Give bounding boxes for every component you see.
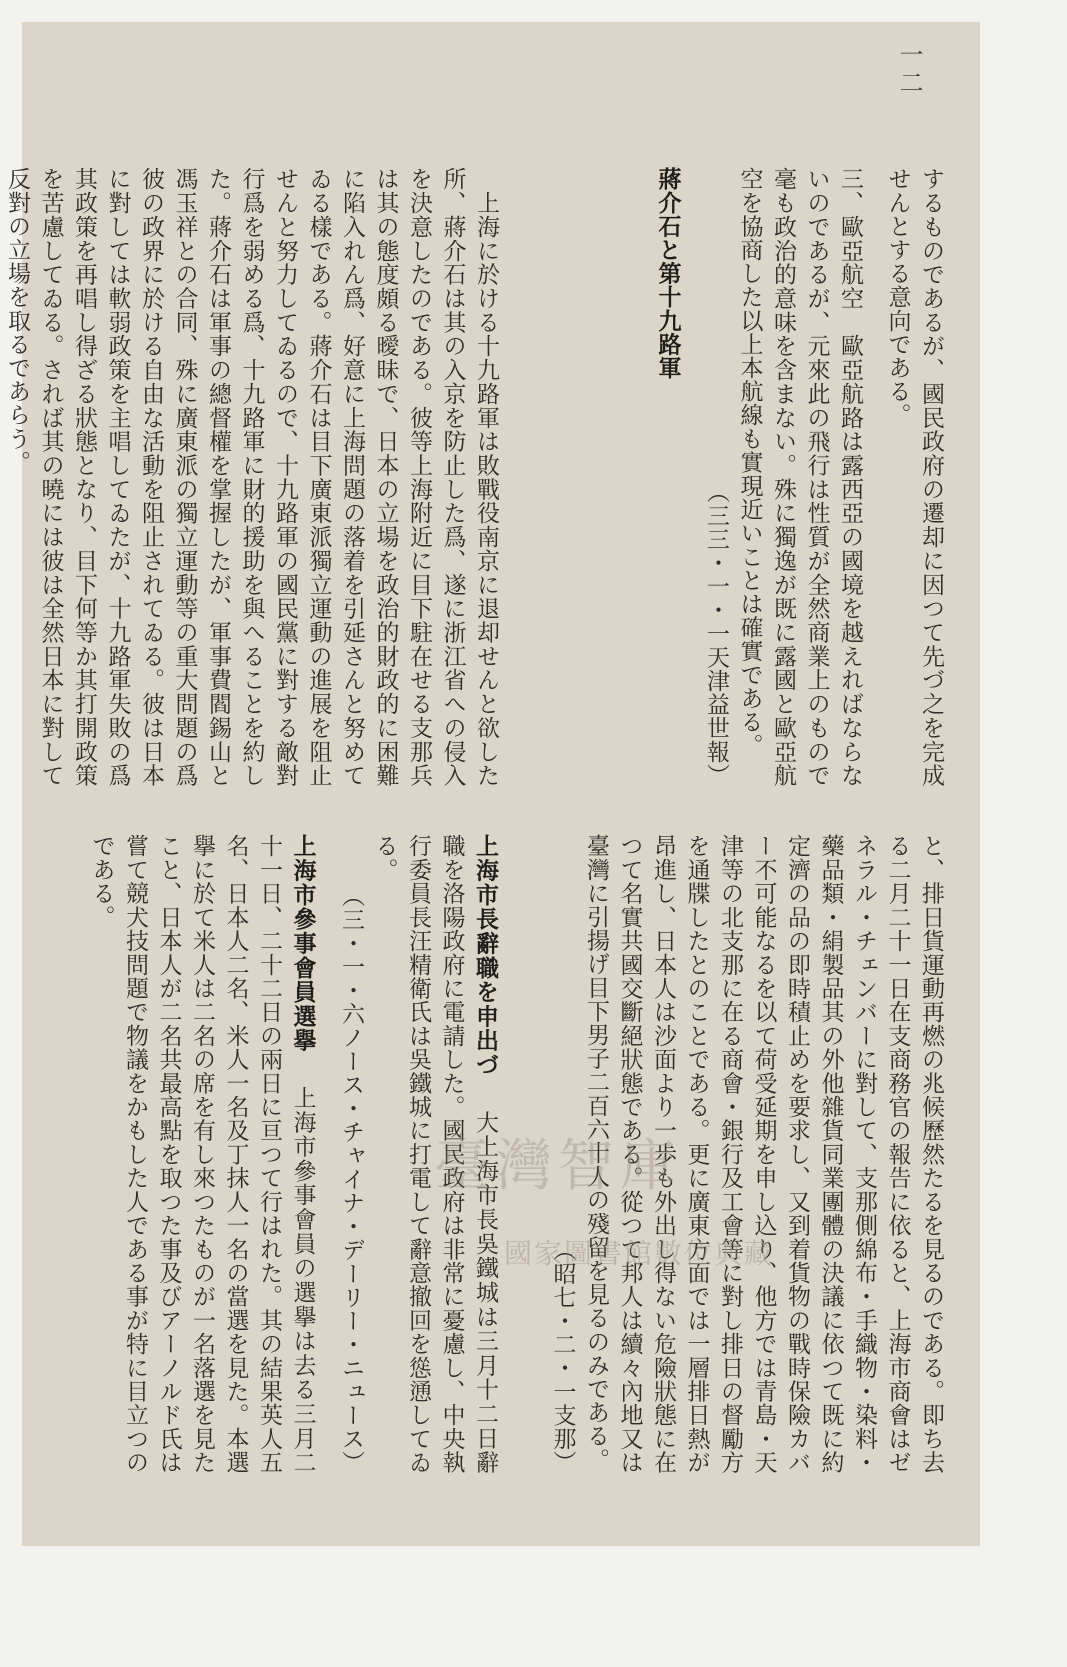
paragraph-municipal-council-election: 上海市參事會員の選擧は去る三月二十一日、二十二日の兩日に亘つて行はれた。其の結果英人五名、日本人二名、米人一名及丁抹人一名の當選を見た。本選擧に於て米人は二名の席を有し來つたものが一名落選を見たこと、日本人が二名共最高點を取つた事及びアーノルド氏は嘗て競犬技問題で物議をかもした人である事が特に目立つのである。 (88, 834, 316, 1474)
paragraph-national-government: するものであるが、國民政府の遷却に因つて先づ之を完成せんとする意向である。 (884, 167, 944, 787)
heading-mayor-resignation: 上海市長辭職を申出づ (472, 834, 499, 1078)
article-block-top-right (517, 167, 947, 787)
source-citation: （三・一・六ノース・チャイナ・デーリー・ニュース） (338, 884, 364, 1474)
paragraph-eurasia-airline: 三、歐亞航空 歐亞航路は露西亞の國境を越えればならないのであるが、元來此の飛行は性質が全然商業上のもので毫も政治的意味を含まない。殊に獨逸が既に露國と歐亞航空を協商した以上本航線も實現近いことは確實である。 (736, 167, 863, 787)
article-block-bottom-right (517, 834, 947, 1474)
source-citation: （昭七・二・一支那） (549, 1238, 576, 1474)
top-right-text (650, 167, 947, 787)
heading-chiang-19th-army: 蔣介石と第十九路軍 (654, 167, 682, 380)
heading-municipal-council-election: 上海市參事會員選擧 (289, 834, 317, 1053)
top-left-text (0, 167, 502, 787)
article-block-bottom-left (72, 834, 502, 1474)
watermark-logo: 臺灣智庫 (434, 1134, 682, 1199)
scanned-page (4, 22, 980, 1546)
article-block-top-left (4, 167, 502, 787)
watermark-caption: 國家圖書館數位典藏 (504, 1237, 775, 1270)
bottom-right-text (545, 834, 947, 1474)
paragraph-boycott-revival: と、排日貨運動再燃の兆候歷然たるを見るのである。即ち去る二月二十一日在支商務官の報告に依ると、上海市商會はゼネラル・チェンバーに對して、支那側綿布・手織物・染料・藥品類・絹製品其の外他雜貨同業團體の決議に依つて既に約定濟の品の即時積止めを要求し、又到着貨物の戰時保險カバー不可能なるを以て荷受延期を申し込り、他方では青島・天津等の北支那に在る商會・銀行及工會等に對し排日の督勵方を通牒したとのことである。更に廣東方面では一層排日熱が昂進し、日本人は沙面より一歩も外出し得ない危險狀態に在つて名實共國交斷絕狀態である。從つて邦人は續々內地又は臺灣に引揚げ目下男子二百六十人の殘留を見るのみである。 (583, 834, 944, 1474)
paragraph-mayor-resignation: 大上海市長吳鐵城は三月十二日辭職を洛陽政府に電請した。國民政府は非常に憂慮し、中央執行委員長汪精衛氏は吳鐵城に打電して辭意撤回を慫慂してゐる。 (371, 834, 498, 1474)
bottom-left-text (84, 834, 502, 1474)
source-citation: （三三・一・一天津益世報） (703, 480, 729, 787)
page-number: 一二 (895, 42, 923, 98)
paragraph-chiang-19th-army: 上海に於ける十九路軍は敗戰役南京に退却せんと欲した所、蔣介石は其の入京を防止した爲、遂に浙江省への侵入を決意したのである。彼等上海附近に目下駐在せる支那兵は其の態度頗る曖昧で、日本の立場を政治的財政的に困難に陷入れん爲、好意に上海問題の落着を引延さんと努めてゐる樣である。蔣介石は目下廣東派獨立運動の進展を阻止せんと努力してゐるので、十九路軍の國民黨に對する敵對行爲を弱める爲、十九路軍に財的援助を與へることを約した。蔣介石は軍事の總督權を掌握したが、軍事費閻錫山と馮玉祥との合同、殊に廣東派の獨立運動等の重大問題の爲彼の政界に於ける自由な活動を阻止されてゐる。彼は日本に對しては軟弱政策を主唱してゐたが、十九路軍失敗の爲其政策を再唱し得ざる狀態となり、目下何等か其打開政策を苦慮してゐる。されば其の曉には彼は全然日本に對して反對の立場を取るであらう。 (4, 167, 499, 787)
